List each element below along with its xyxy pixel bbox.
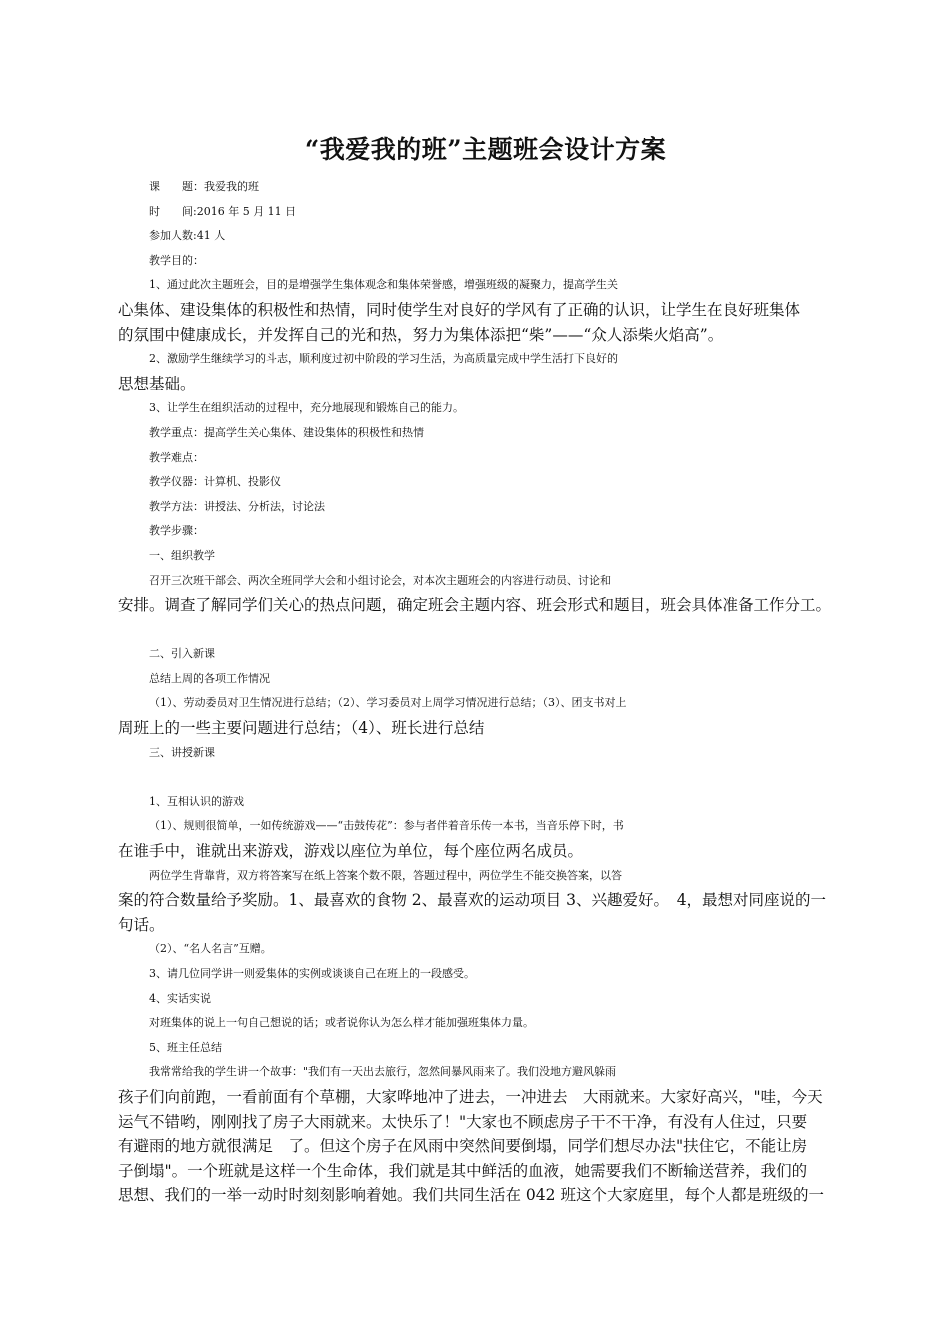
text-line: 2、激励学生继续学习的斗志，顺利度过初中阶段的学习生活，为高质量完成中学生活打下良好的 [149,352,618,366]
text-line: 4、实话实说 [149,991,211,1005]
text-line: 周班上的一些主要问题进行总结；（4）、班长进行总结 [118,719,485,738]
text-line: （1）、劳动委员对卫生情况进行总结；（2）、学习委员对上周学习情况进行总结；（3）、团支书对上 [149,696,627,710]
text-line: 参加人数:41 人 [149,229,226,243]
text-line: 1、通过此次主题班会，目的是增强学生集体观念和集体荣誉感，增强班级的凝聚力，提高学生关 [149,278,618,292]
text-line: 3、让学生在组织活动的过程中，充分地展现和锻炼自己的能力。 [149,401,464,415]
text-line: （2）、“名人名言”互赠。 [149,942,272,956]
text-line: 我常常给我的学生讲一个故事："我们有一天出去旅行，忽然间暴风雨来了。我们没地方避风躲雨 [149,1065,617,1079]
text-line: 3、请几位同学讲一则爱集体的实例或谈谈自己在班上的一段感受。 [149,967,475,980]
text-line: 心集体、建设集体的积极性和热情，同时使学生对良好的学风有了正确的认识，让学生在良好班集体 [118,300,801,319]
text-line: 教学重点：提高学生关心集体、建设集体的积极性和热情 [149,425,424,439]
text-line: 一、组织教学 [149,548,215,562]
text-line: 句话。 [118,915,165,934]
text-line: 召开三次班干部会、两次全班同学大会和小组讨论会，对本次主题班会的内容进行动员、讨论和 [149,573,611,587]
text-line: 运气不错哟，刚刚找了房子大雨就来。太快乐了！"大家也不顾虑房子干不干净，有没有人住过，只要 [118,1112,808,1131]
text-line: 对班集体的说上一句自己想说的话；或者说你认为怎么样才能加强班集体力量。 [149,1016,534,1030]
text-line: 课 题：我爱我的班 [149,180,259,193]
page-title: “我爱我的班”主题班会设计方案 [304,135,667,164]
text-line: 孩子们向前跑，一看前面有个草棚，大家哗地冲了进去，一冲进去 大雨就来。大家好高兴，"哇，今天 [118,1087,823,1106]
blank-line [118,765,853,790]
text-line: （1）、规则很简单，一如传统游戏——“击鼓传花”：参与者伴着音乐传一本书，当音乐停下时，书 [149,819,624,833]
text-line: 三、讲授新课 [149,745,215,759]
text-line: 二、引入新课 [149,647,215,661]
text-line: 安排。调查了解同学们关心的热点问题，确定班会主题内容、班会形式和题目，班会具体准备工作分工。 [118,596,832,615]
text-line: 1、互相认识的游戏 [149,794,244,808]
text-line: 的氛围中健康成长，并发挥自己的光和热，努力为集体添把“柴”——“众人添柴火焰高”。 [118,325,724,344]
document-body [118,175,853,1208]
text-line: 教学仪器：计算机、投影仪 [149,475,281,489]
text-line: 教学步骤： [149,524,204,538]
text-line: 教学目的： [149,253,204,267]
text-line: 时 间:2016 年 5 月 11 日 [149,204,297,218]
text-line: 思想基础。 [118,374,196,393]
text-line: 在谁手中，谁就出来游戏，游戏以座位为单位，每个座位两名成员。 [118,842,584,861]
blank-line [118,618,853,643]
text-line: 案的符合数量给予奖励。1、最喜欢的食物 2、最喜欢的运动项目 3、兴趣爱好。 4，最想对同座说的一 [118,891,827,910]
document-page [118,133,853,1208]
text-line: 总结上周的各项工作情况 [149,671,270,685]
text-line: 两位学生背靠背，双方将答案写在纸上答案个数不限，答题过程中，两位学生不能交换答案，以答 [149,868,622,882]
text-line: 5、班主任总结 [149,1040,222,1054]
text-line: 教学方法：讲授法、分析法，讨论法 [149,499,325,513]
text-line: 教学难点： [149,450,204,464]
text-line: 子倒塌"。一个班就是这样一个生命体，我们就是其中鲜活的血液，她需要我们不断输送营养，我们的 [118,1161,808,1180]
text-line: 思想、我们的一举一动时时刻刻影响着她。我们共同生活在 042 班这个大家庭里，每个人都是班级的一 [118,1186,824,1205]
text-line: 有避雨的地方就很满足 了。但这个房子在风雨中突然间要倒塌，同学们想尽办法"扶住它，不能让房 [118,1137,808,1156]
